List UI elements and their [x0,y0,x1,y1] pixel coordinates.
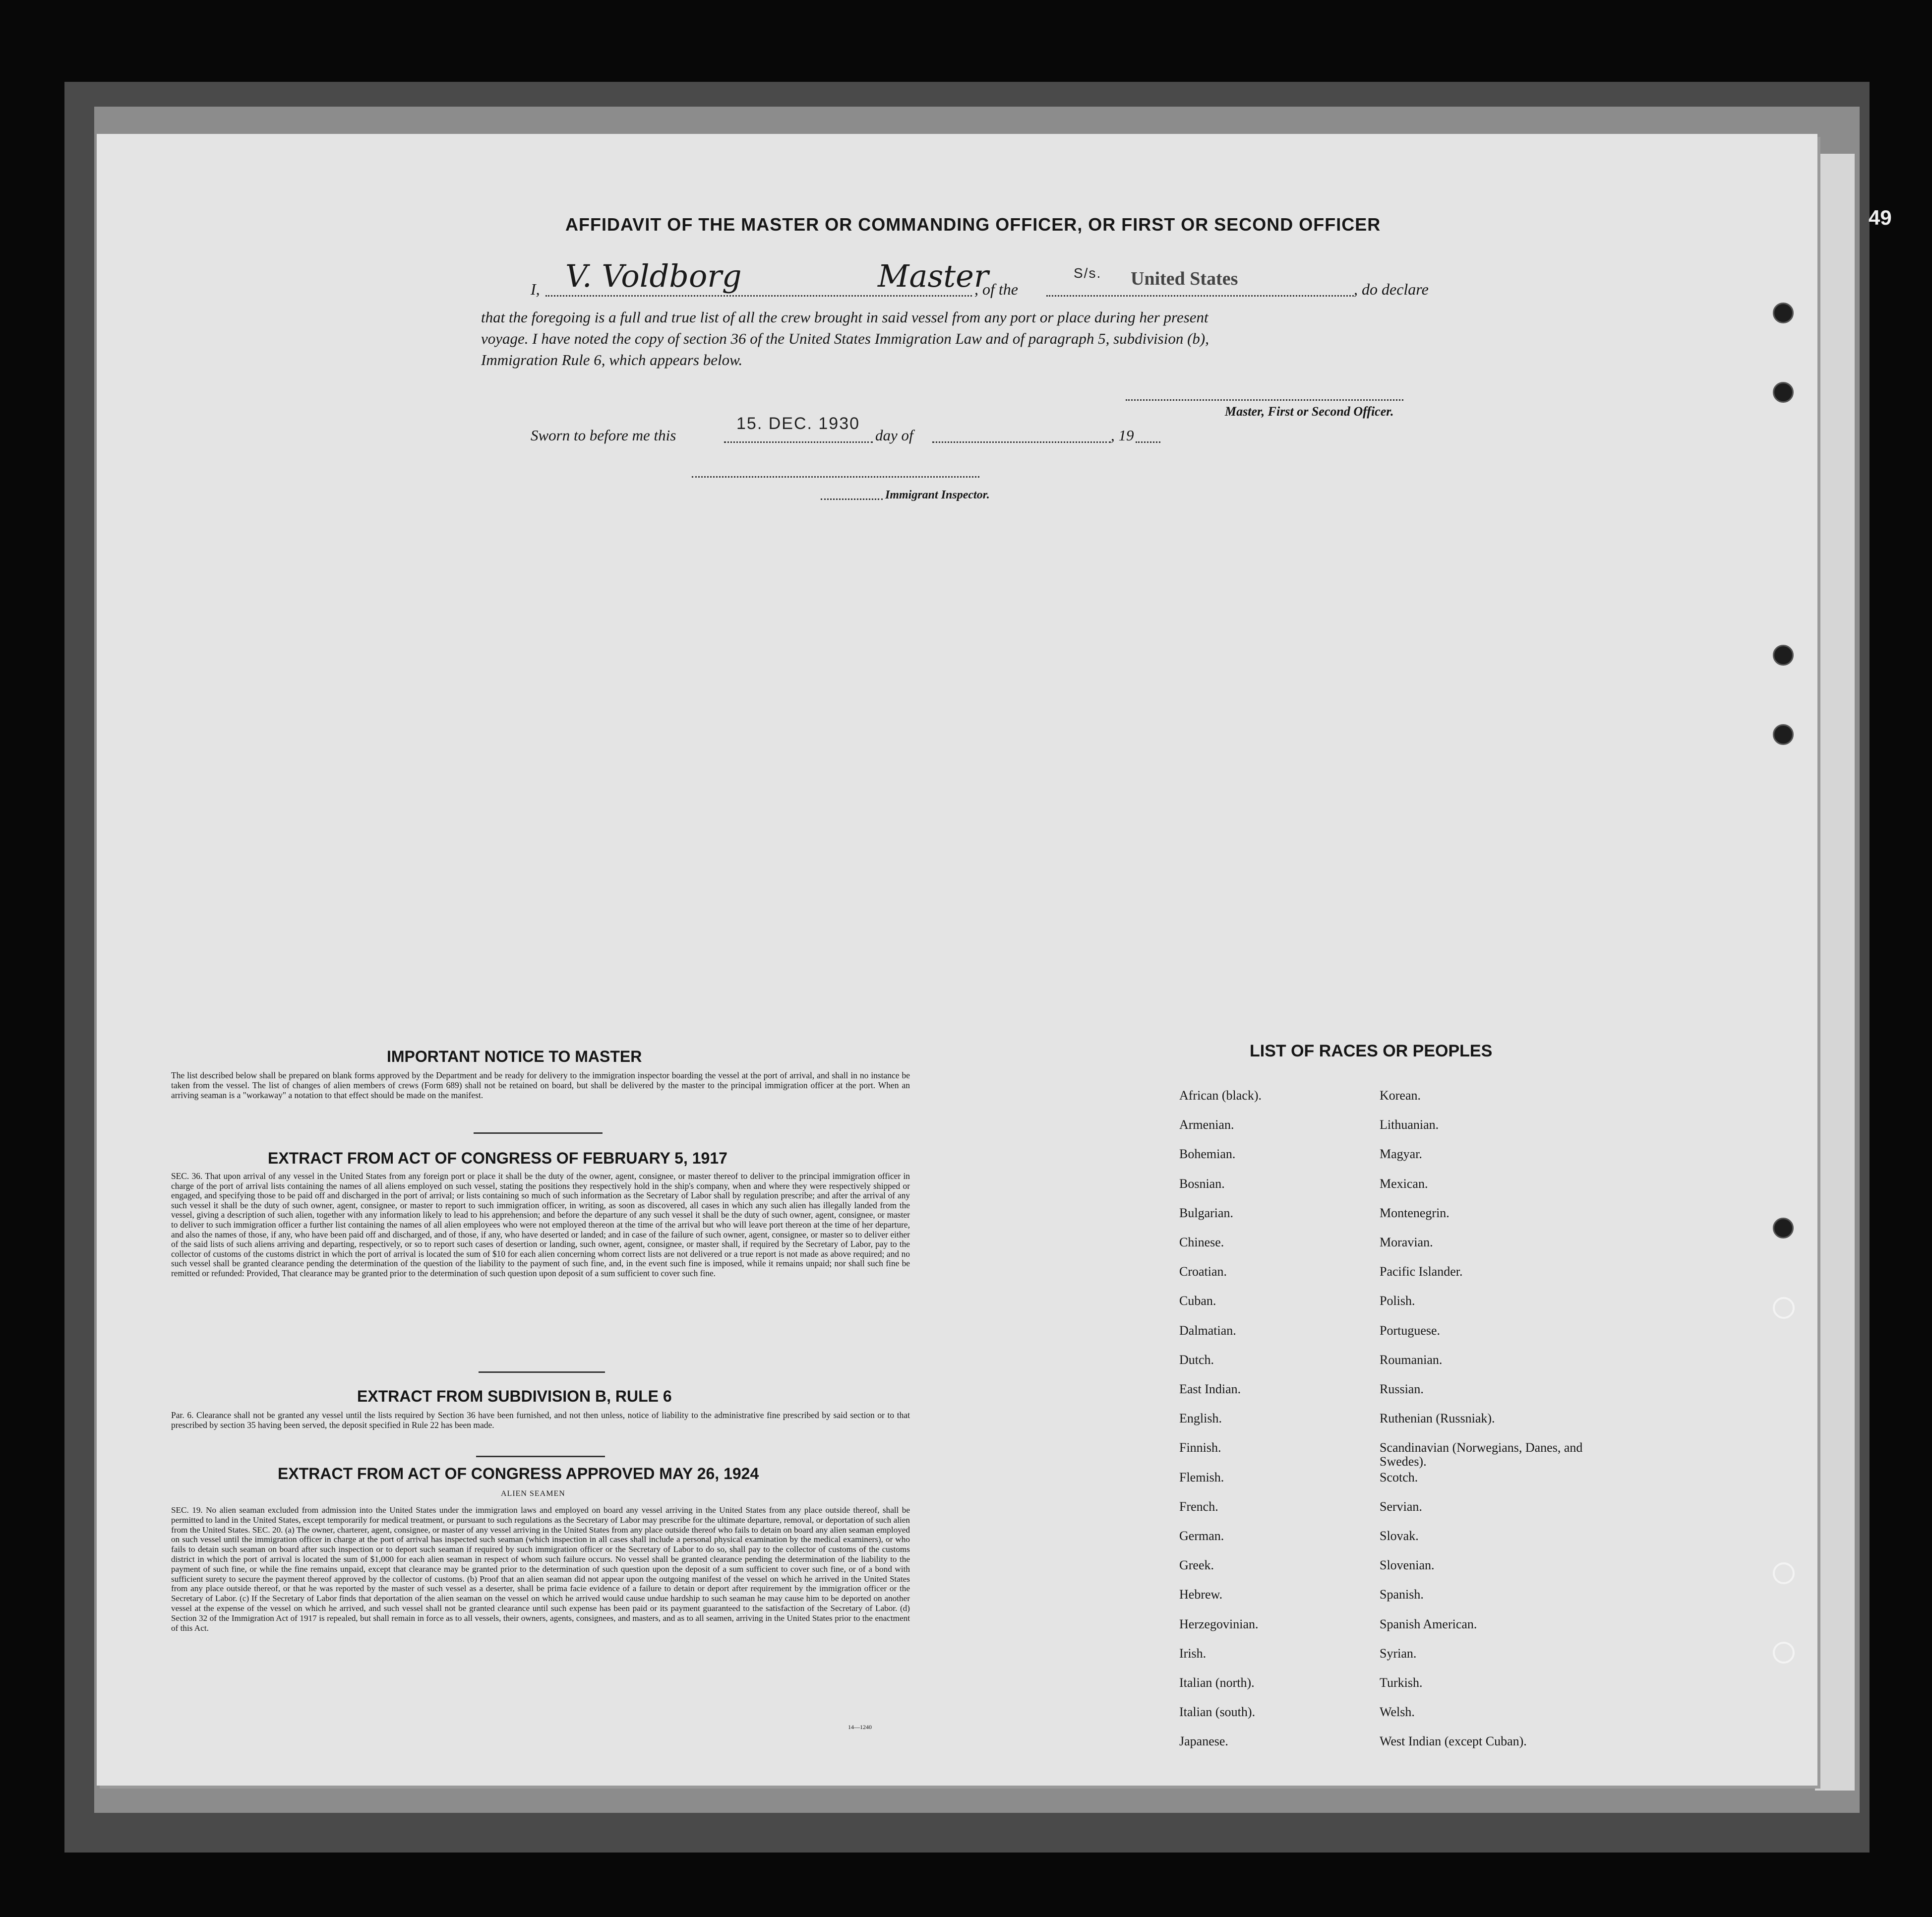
notice-text: The list described below shall be prepared on blank forms approved by the Department and be ready for delivery to the immigration inspector boarding the vessel at the port of arrival, and shall in no instance be taken from the vessel. The list of changes of alien members of crews (Form 689) shall not be retained on board, but shall be delivered by the master to the principal immigration officer at the port. When an arriving seaman is a "workaway" a notation to that effect should be made on the manifest. [171,1070,910,1100]
form-code: 14—1240 [848,1724,872,1731]
binder-hole-icon [1773,645,1794,666]
race-item: African (black). [1179,1088,1262,1103]
binder-hole-icon [1773,1218,1794,1238]
race-item: Finnish. [1179,1440,1221,1455]
of-the-label: , of the [974,280,1018,298]
extract2-text: Par. 6. Clearance shall not be granted any vessel until the lists required by Section 36 have been furnished, and not then unless, notice of liability to the administrative fine prescribed by said section or to that prescribed by section 35 having been served, the deposit specified in Rule 22 has been made. [171,1410,910,1430]
binder-hole-icon [1773,1297,1795,1319]
races-title: LIST OF RACES OR PEOPLES [1250,1042,1493,1060]
do-declare-label: , do declare [1354,280,1429,298]
master-name-handwritten: V. Voldborg [565,258,742,294]
race-item: Italian (south). [1179,1705,1256,1720]
race-item: Scotch. [1380,1470,1418,1484]
race-item: Scandinavian (Norwegians, Danes, and Swedes). [1380,1440,1583,1469]
race-item: Magyar. [1380,1147,1422,1162]
binder-hole-icon [1773,1562,1795,1584]
race-item: West Indian (except Cuban). [1380,1734,1527,1749]
race-item: Cuban. [1179,1294,1216,1308]
race-item: Welsh. [1380,1705,1415,1720]
extract3-title: EXTRACT FROM ACT OF CONGRESS APPROVED MAY 26, 1924 [278,1465,759,1483]
race-item: Japanese. [1179,1734,1228,1749]
page-edge-strip [1815,154,1855,1791]
page-number: 49 [1869,206,1892,229]
race-item: English. [1179,1411,1222,1426]
race-item: Portuguese. [1380,1323,1441,1338]
extract3-text: SEC. 19. No alien seaman excluded from admission into the United States under the immigration laws and employed on board any vessel arriving in the United States from any place outside thereof, shall be permitted to land in the United States, except temporarily for medical treatment, or pursuant to such regulations as the Secretary of Labor may prescribe for the ultimate departure, removal, or deportation of such alien from the United States. SEC. 20. (a) The owner, charterer, agent, consignee, or master of any vessel arriving in the United States from any place outside thereof who fails to detain on board any alien seaman employed on such vessel until the immigration officer in charge at the port of arrival has inspected such seaman (which inspection in all cases shall include a personal physical examination by the medical examiners), or who fails to detain such seaman on board after such inspection or to deport such seaman if required by such immigration officer or the Secretary of Labor to do so, shall pay to the collector of customs of the customs district in which the port of arrival is located the sum of $1,000 for each alien seaman in respect of whom such failure occurs. No vessel shall be granted clearance pending the determination of the liability to the payment of such fine, or while the fine remains unpaid, except that clearance may be granted prior to the determination of such question upon the deposit of a sum sufficient to cover such fine, or of a bond with sufficient surety to secure the payment thereof approved by the collector of customs. (b) Proof that an alien seaman did not appear upon the outgoing manifest of the vessel on which he arrived in the United States from any place outside thereof, or that he was reported by the master of such vessel as a deserter, shall be prima facie evidence of a failure to detain or deport after requirement by the immigration officer or the Secretary of Labor. (c) If the Secretary of Labor finds that deportation of the alien seaman on the vessel on which he arrived would cause undue hardship to such seaman he may cause him to be deported on another vessel at the expense of the vessel on which he arrived, and such vessel shall not be granted clearance until such expense has been paid or its payment guaranteed to the satisfaction of the Secretary of Labor. (d) Section 32 of the Immigration Act of 1917 is repealed, but shall remain in force as to all vessels, their owners, agents, consignees, and masters, and as to all seamen, arriving in the United States prior to the enactment of this Act. [171,1505,910,1633]
year-label: , 19 [1111,427,1134,444]
sworn-label: Sworn to before me this [531,427,676,444]
race-item: Montenegrin. [1380,1205,1449,1220]
race-item: Moravian. [1380,1235,1433,1249]
signature-line [1126,399,1403,401]
inspector-dots [821,498,883,500]
extract1-title: EXTRACT FROM ACT OF CONGRESS OF FEBRUARY 5, 1917 [268,1149,727,1167]
binder-hole-icon [1773,724,1794,745]
affidavit-i-label: I, [531,280,540,298]
signature-label: Master, First or Second Officer. [1225,404,1394,419]
race-item: Herzegovinian. [1179,1616,1259,1631]
vessel-line [1046,295,1354,297]
race-item: Dutch. [1179,1352,1214,1367]
race-item: Russian. [1380,1382,1424,1396]
race-item: Croatian. [1179,1264,1227,1279]
race-item: Bulgarian. [1179,1205,1234,1220]
binder-hole-icon [1773,1642,1795,1664]
affidavit-body-line: Immigration Rule 6, which appears below. [481,351,743,369]
race-item: Lithuanian. [1380,1117,1439,1132]
race-item: Syrian. [1380,1646,1417,1661]
extract1-text: SEC. 36. That upon arrival of any vessel in the United States from any foreign port or place it shall be the duty of the owner, agent, consignee, or master thereof to deliver to the principal immigration officer in charge of the port of arrival lists containing the names of all aliens employed on such vessel, stating the positions they respectively hold in the ship's company, when and where they were respectively shipped or engaged, and specifying those to be paid off and discharged in the port of arrival; or lists containing so much of such information as the Secretary of Labor shall by regulation prescribe; and after the arrival of any such vessel it shall be the duty of such owner, agent, consignee, or master to report to such immigration officer, in writing, as soon as discovered, all cases in which any such alien has illegally landed from the vessel, giving a description of such alien, together with any information likely to lead to his apprehension; and before the departure of any such vessel it shall be the duty of such owner, agent, consignee, or master to deliver to such immigration officer a further list containing the names of all alien employees who were not employed thereon at the time of the arrival but who will leave port thereon at the time of her departure, and also the names of those, if any, who have been paid off and discharged, and of those, if any, who have deserted or landed; and in case of the failure of such owner, agent, consignee, or master so to deliver either of the said lists of such aliens arriving and departing, respectively, or so to report such cases of desertion or landing, such owner, agent, consignee, or master shall, if required by the Secretary of Labor, pay to the collector of customs of the customs district in which the port of arrival is located the sum of $10 for each alien concerning whom correct lists are not delivered or a true report is not made as above required; and no such vessel shall be granted clearance pending the determination of the question of the liability to the payment of such fine, and, in the event such fine is imposed, while it remains unpaid; nor shall such fine be remitted or refunded: Provided, That clearance may be granted prior to the determination of such question upon deposit of a sum sufficient to cover such fine. [171,1171,910,1278]
race-item: French. [1179,1499,1218,1514]
master-rank-handwritten: Master [878,258,989,294]
divider [474,1132,603,1134]
race-item: Hebrew. [1179,1587,1223,1602]
vessel-name: United States [1131,268,1238,289]
race-item: Mexican. [1380,1176,1428,1191]
extract3-subtitle: ALIEN SEAMEN [501,1489,565,1498]
race-item: Flemish. [1179,1470,1224,1484]
divider [479,1371,605,1373]
race-item: Bosnian. [1179,1176,1225,1191]
race-item: German. [1179,1529,1224,1543]
race-item: Armenian. [1179,1117,1234,1132]
race-item: Greek. [1179,1558,1214,1573]
inspector-label: Immigrant Inspector. [885,489,990,501]
race-item: Slovenian. [1380,1558,1435,1573]
binder-hole-icon [1773,303,1794,323]
race-item: Spanish. [1380,1587,1424,1602]
extract2-title: EXTRACT FROM SUBDIVISION B, RULE 6 [357,1387,672,1405]
race-item: Korean. [1380,1088,1421,1103]
race-item: Ruthenian (Russniak). [1380,1411,1495,1426]
race-item: Slovak. [1380,1529,1419,1543]
divider [476,1456,605,1457]
affidavit-body [481,307,1448,371]
month-line [932,441,1111,443]
sworn-date-line [724,441,873,443]
race-item: Polish. [1380,1294,1415,1308]
race-item: Pacific Islander. [1380,1264,1463,1279]
race-item: East Indian. [1179,1382,1241,1396]
race-item: Servian. [1380,1499,1422,1514]
year-line [1136,441,1160,443]
sworn-date-stamp: 15. DEC. 1930 [736,414,860,433]
race-item: Irish. [1179,1646,1207,1661]
name-line [545,295,972,297]
affidavit-body-line: that the foregoing is a full and true list of all the crew brought in said vessel from any port or place during her present [481,309,1208,326]
day-of-label: day of [875,427,913,444]
race-item: Turkish. [1380,1675,1423,1690]
vessel-prefix: S/s. [1074,265,1102,281]
race-item: Dalmatian. [1179,1323,1236,1338]
race-item: Roumanian. [1380,1352,1443,1367]
binder-hole-icon [1773,382,1794,403]
affidavit-title: AFFIDAVIT OF THE MASTER OR COMMANDING OFFICER, OR FIRST OR SECOND OFFICER [565,214,1381,235]
affidavit-body-line: voyage. I have noted the copy of section 36 of the United States Immigration Law and of paragraph 5, subdivision (b), [481,330,1209,347]
race-item: Italian (north). [1179,1675,1255,1690]
inspector-signature-line [692,476,979,478]
race-item: Spanish American. [1380,1616,1477,1631]
race-item: Chinese. [1179,1235,1224,1249]
race-item: Bohemian. [1179,1147,1236,1162]
notice-title: IMPORTANT NOTICE TO MASTER [387,1048,642,1065]
